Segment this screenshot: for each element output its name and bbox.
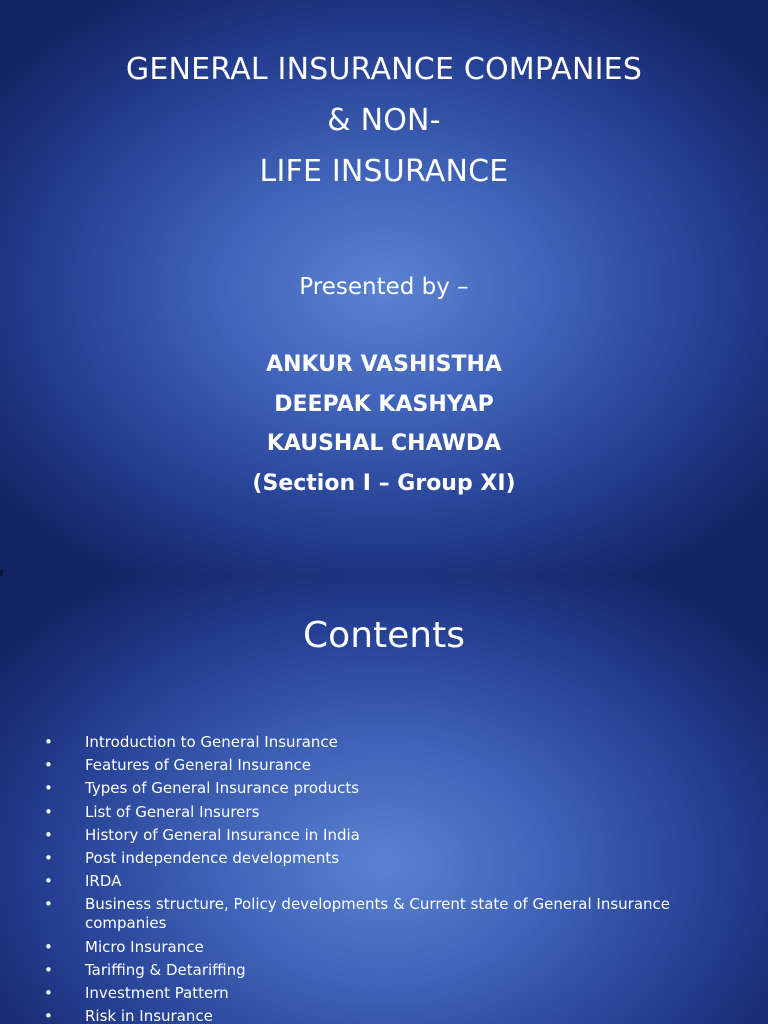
title-line: & NON- [327, 103, 441, 138]
bullet-icon: • [44, 960, 53, 979]
bullet-icon: • [44, 937, 53, 956]
bullet-icon: • [44, 733, 53, 751]
bullet-icon: • [44, 848, 53, 867]
list-item [0, 872, 768, 891]
list-item-text: Risk in Insurance [85, 1007, 213, 1024]
presented-by-label: Presented by – [299, 274, 469, 300]
list-item-text: History of General Insurance in India [85, 825, 360, 844]
group-label: (Section I – Group XI) [252, 470, 516, 496]
list-item [0, 779, 768, 798]
bullet-icon: • [44, 825, 53, 844]
presenter-name: DEEPAK KASHYAP [274, 391, 494, 417]
list-item-text: Micro Insurance [85, 937, 204, 956]
list-item [0, 1007, 768, 1024]
presenter-names [0, 345, 768, 503]
list-item-text: Business structure, Policy developments & Current state of General Insurance companies [85, 895, 671, 933]
contents-list [0, 733, 768, 1024]
slide-title [0, 44, 768, 197]
list-item-text: Introduction to General Insurance [85, 733, 338, 751]
list-item-text: Features of General Insurance [85, 756, 311, 775]
list-item [0, 826, 768, 845]
title-line: GENERAL INSURANCE COMPANIES [125, 52, 643, 87]
contents-slide [0, 576, 768, 1024]
list-item [0, 961, 768, 980]
list-item [0, 756, 768, 775]
bullet-icon: • [44, 802, 53, 821]
list-item [0, 733, 768, 752]
list-item-text: Post independence developments [85, 848, 340, 867]
presenter-name: ANKUR VASHISTHA [266, 352, 502, 377]
list-item-text: Investment Pattern [85, 983, 229, 1002]
title-line: LIFE INSURANCE [259, 154, 509, 189]
contents-heading: Contents [303, 615, 465, 656]
bullet-icon: • [44, 895, 53, 914]
list-item-text: IRDA [85, 872, 122, 891]
bullet-icon: • [44, 983, 53, 1002]
bullet-icon: • [44, 779, 53, 798]
list-item-text: List of General Insurers [85, 802, 260, 821]
bullet-icon: • [44, 872, 53, 891]
list-item [0, 984, 768, 1003]
list-item [0, 849, 768, 868]
bullet-icon: • [44, 756, 53, 775]
list-item [0, 803, 768, 822]
list-item [0, 895, 768, 933]
list-item-text: Tariffing & Detariffing [85, 960, 246, 979]
bullet-icon: • [44, 1007, 53, 1024]
list-item-text: Types of General Insurance products [85, 779, 360, 798]
presenter-name: KAUSHAL CHAWDA [266, 431, 502, 456]
list-item [0, 938, 768, 957]
